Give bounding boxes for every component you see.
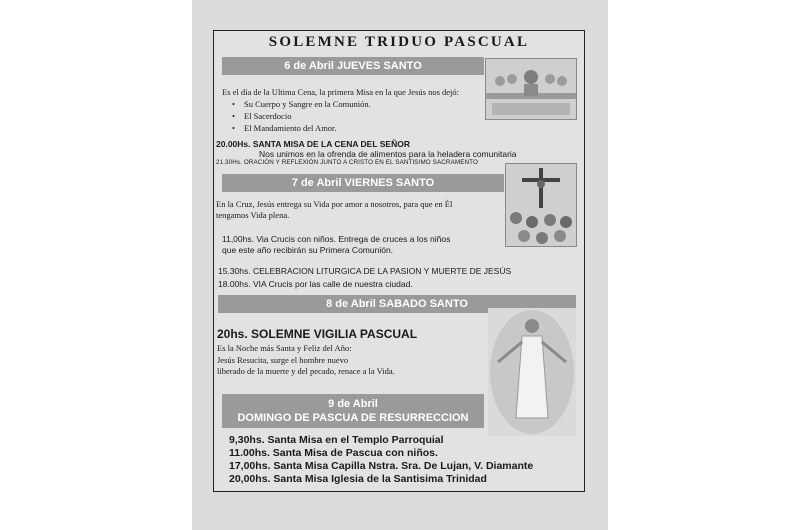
jueves-bullet: • Su Cuerpo y Sangre en la Comunión. <box>244 99 371 109</box>
viernes-event: 18.00hs. VIA Crucis por las calle de nuestra ciudad. <box>218 279 413 289</box>
flyer-title: SOLEMNE TRIDUO PASCUAL <box>268 34 530 50</box>
jueves-event: 21.30Hs. ORACIÓN Y REFLEXIÓN JUNTO A CRISTO EN EL SANTISIMO SACRAMENTO <box>216 159 478 166</box>
sabado-intro: liberado de la muerte y del pecado, renace a la Vida. <box>217 366 395 376</box>
domingo-event: 17,00hs. Santa Misa Capilla Nstra. Sra. De Lujan, V. Diamante <box>229 460 534 472</box>
day-header-domingo <box>222 394 484 428</box>
jueves-event: 20.00Hs. SANTA MISA DE LA CENA DEL SEÑOR <box>216 139 410 149</box>
domingo-event: 20,00hs. Santa Misa Iglesia de la Santisima Trinidad <box>229 473 487 485</box>
sabado-intro: Jesús Resucita, surge el hombre nuevo <box>217 355 349 365</box>
viernes-event: 15.30hs. CELEBRACION LITURGICA DE LA PASION Y MUERTE DE JESÚS <box>218 266 512 276</box>
viernes-intro: En la Cruz, Jesús entrega su Vida por amor a nosotros, para que en Él <box>216 199 453 209</box>
day-header-sabado: 8 de Abril SABADO SANTO <box>218 295 576 313</box>
sabado-intro: Es la Noche más Santa y Feliz del Año: <box>217 343 352 353</box>
last-supper-illustration <box>485 58 577 120</box>
day-header-viernes: 7 de Abril VIERNES SANTO <box>222 174 504 192</box>
sabado-main-event: 20hs. SOLEMNE VIGILIA PASCUAL <box>217 327 418 341</box>
domingo-event: 9,30hs. Santa Misa en el Templo Parroquial <box>229 434 444 446</box>
risen-christ-illustration <box>488 308 576 436</box>
jueves-intro: Es el día de la Ultima Cena, la primera Misa en la que Jesús nos dejó: <box>222 87 459 97</box>
jueves-bullet: • El Sacerdocio <box>244 111 291 121</box>
domingo-event: 11.00hs. Santa Misa de Pascua con niños. <box>229 447 438 459</box>
jueves-bullet: • El Mandamiento del Amor. <box>244 123 337 133</box>
jueves-event: Nos unimos en la ofrenda de alimentos para la heladera comunitaria <box>259 149 517 159</box>
viernes-event: que este año recibirán su Primera Comunión. <box>222 245 394 255</box>
crucifixion-illustration <box>505 163 577 247</box>
domingo-date: 9 de Abril <box>328 398 378 410</box>
viernes-event: 11,00hs. Via Crucis con niños. Entrega de cruces a los niños <box>222 234 451 244</box>
viernes-intro: tengamos Vida plena. <box>216 210 290 220</box>
domingo-title: DOMINGO DE PASCUA DE RESURRECCION <box>237 412 469 424</box>
day-header-jueves: 6 de Abril JUEVES SANTO <box>222 57 484 75</box>
